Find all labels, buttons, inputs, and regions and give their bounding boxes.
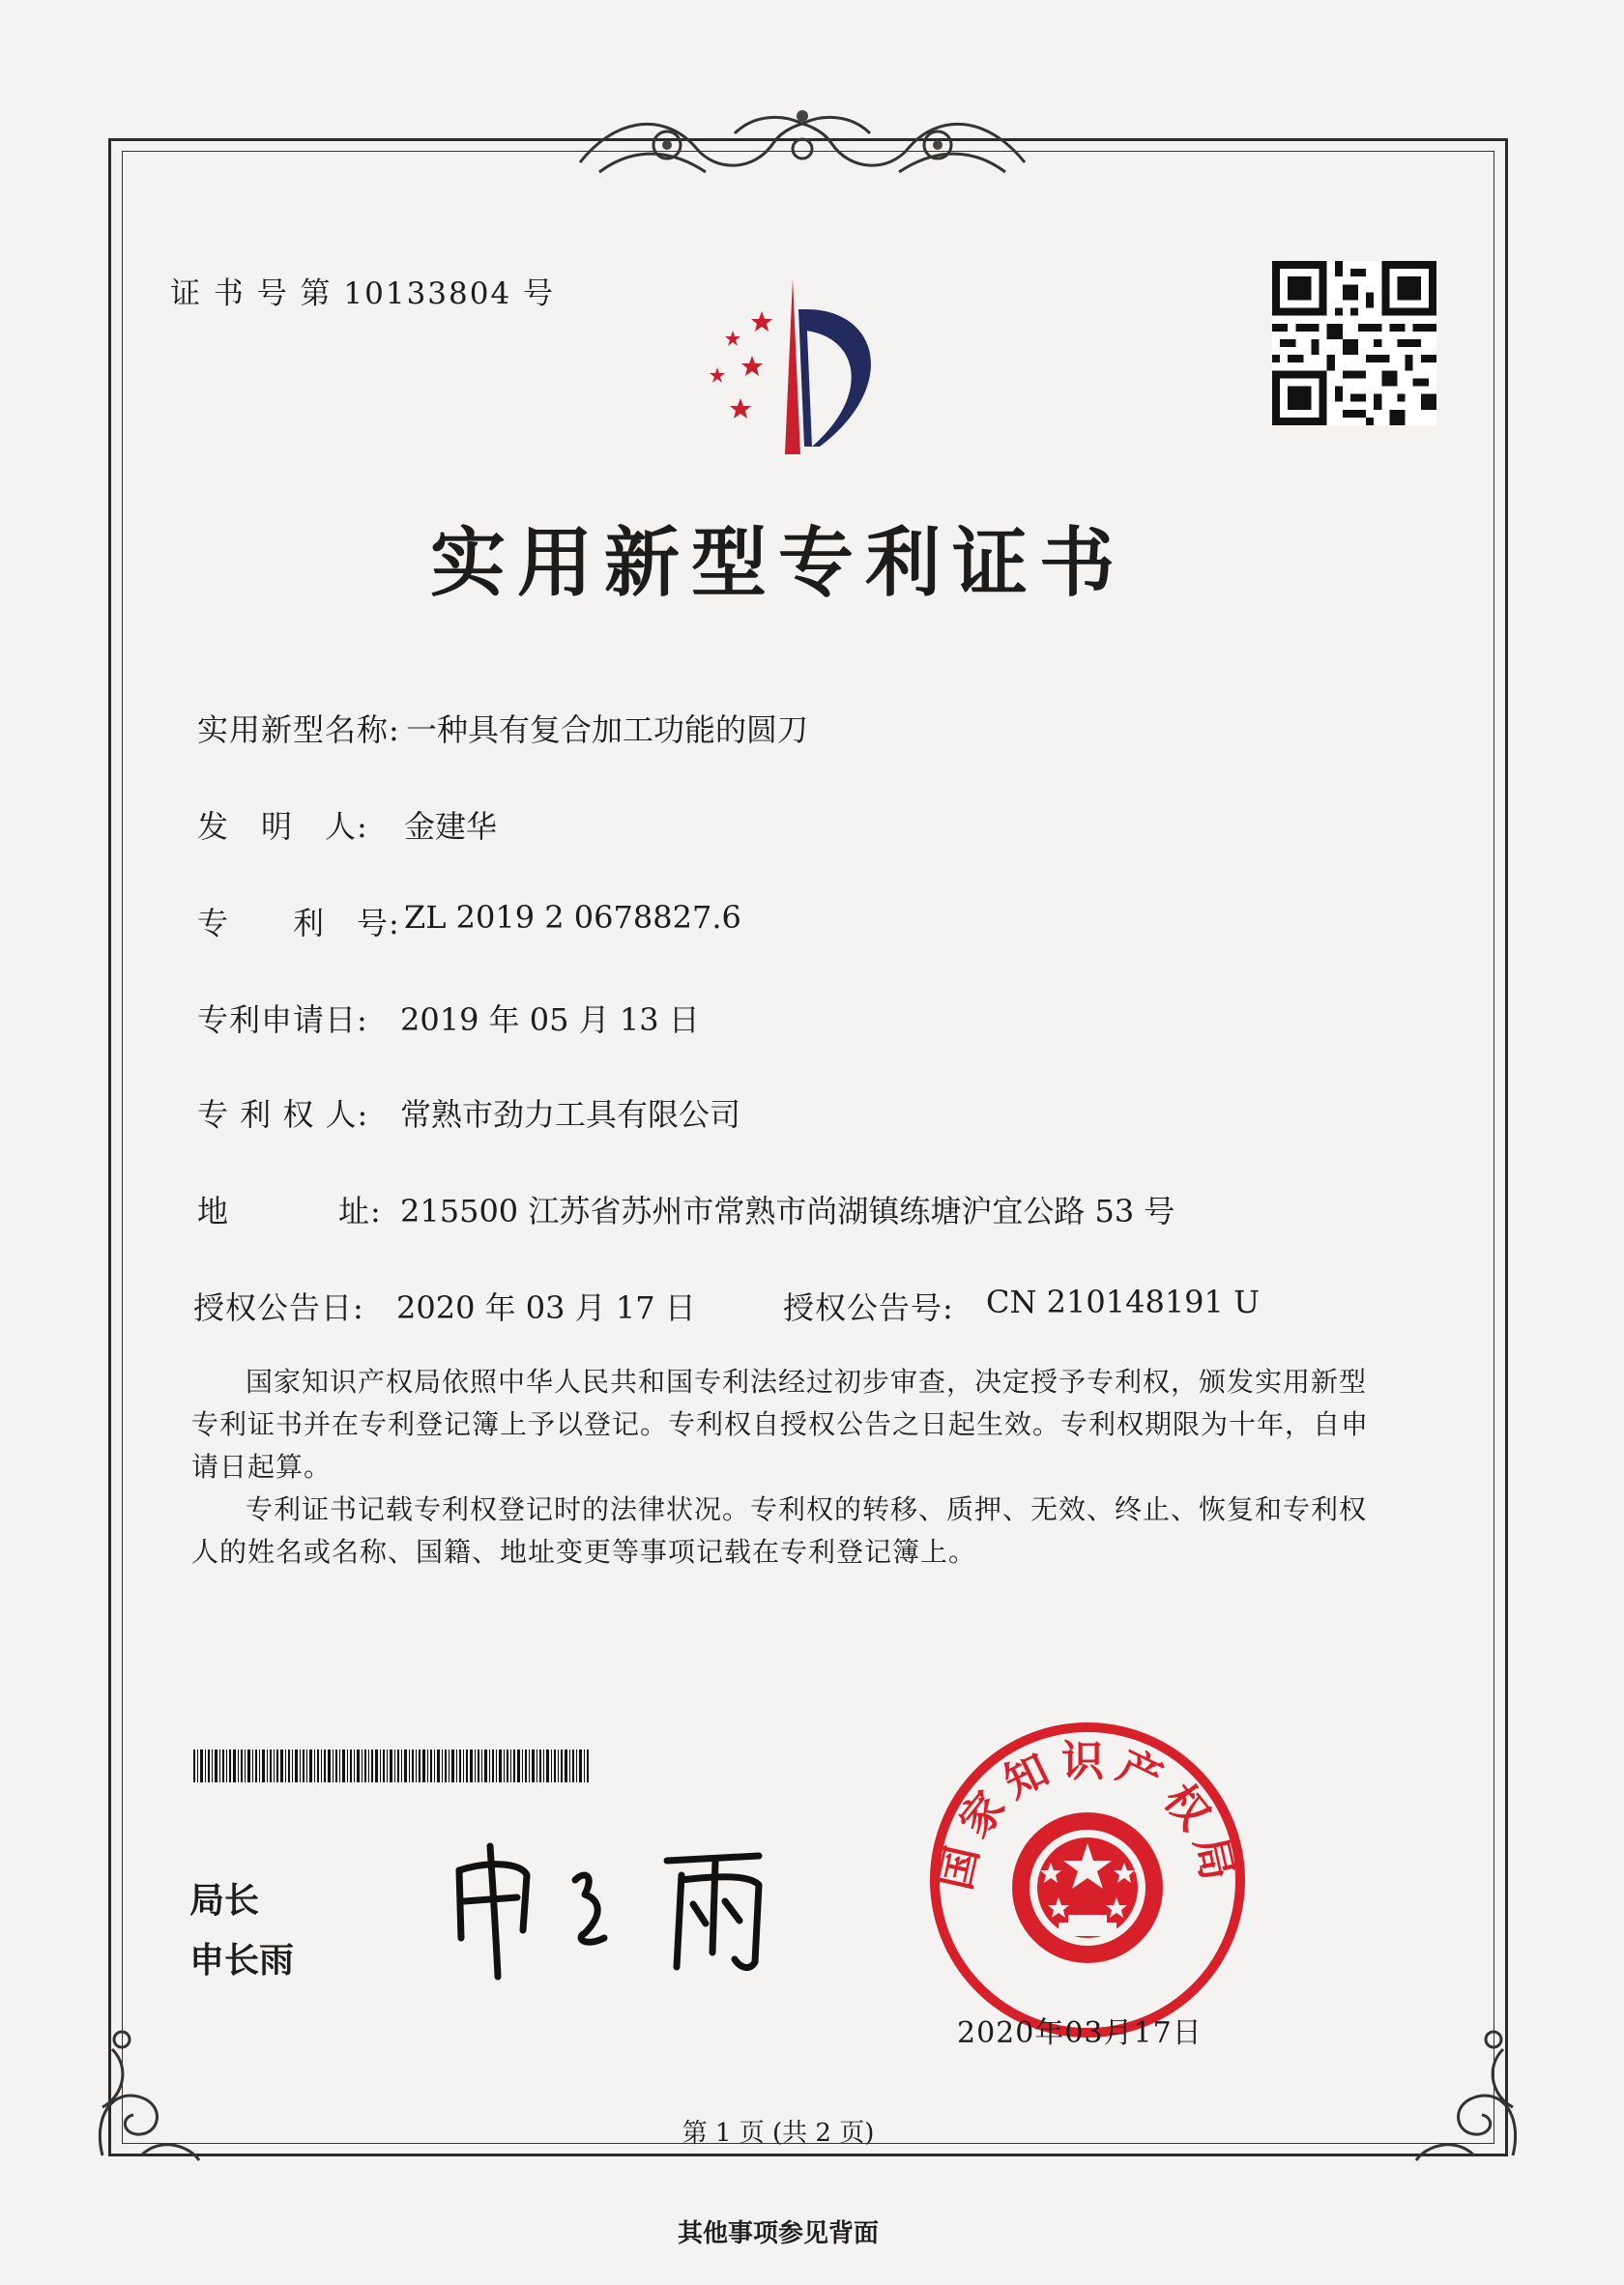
statement-block (191, 1361, 1390, 1574)
director-name: 申长雨 (189, 1940, 295, 1981)
filing-date-value: 2019 年 05 月 13 日 (400, 1001, 700, 1038)
inventor-value: 金建华 (404, 808, 498, 845)
page-title: 实用新型专利证书 (429, 519, 1126, 607)
address-label-first: 地 (197, 1193, 230, 1229)
cnipa-logo-icon (677, 271, 928, 464)
statement-paragraph-2: 专利证书记载专利权登记时的法律状况。专利权的转移、质押、无效、终止、恢复和专利权人的姓名或名称、国籍、地址变更等事项记载在专利登记簿上。 (191, 1493, 1368, 1568)
official-seal-icon (923, 1716, 1252, 2044)
patentee-value: 常熟市劲力工具有限公司 (400, 1096, 741, 1133)
certificate-number: 证 书 号 第 10133804 号 (170, 276, 556, 311)
seal-text: 国家知识产权局 (930, 1737, 1245, 1895)
patentee-label: 专 利 权 人: (197, 1096, 369, 1133)
filing-date-label: 专利申请日: (197, 1001, 368, 1038)
page-number: 第 1 页 (共 2 页) (682, 2119, 875, 2148)
patent-no-value: ZL 2019 2 0678827.6 (404, 899, 741, 936)
top-ornament-icon (561, 104, 1044, 197)
national-emblem-icon (1012, 1812, 1163, 1963)
statement-paragraph-1: 国家知识产权局依照中华人民共和国专利法经过初步审查，决定授予专利权，颁发实用新型专利证书并在专利登记簿上予以登记。专利权自授权公告之日起生效。专利权期限为十年，自申请日起算。 (191, 1366, 1370, 1483)
director-title: 局长 (189, 1880, 260, 1921)
name-value: 一种具有复合加工功能的圆刀 (406, 711, 809, 748)
qr-code-icon (1272, 261, 1436, 425)
grant-no-label: 授权公告号: (783, 1289, 954, 1326)
name-label: 实用新型名称: (197, 711, 400, 748)
address-value: 215500 江苏省苏州市常熟市尚湖镇练塘沪宜公路 53 号 (400, 1193, 1175, 1229)
inventor-label: 发 明 人: (197, 808, 368, 845)
address-label-second: 址: (338, 1193, 382, 1229)
barcode-icon (193, 1750, 590, 1782)
seal-date: 2020年03月17日 (957, 2016, 1203, 2050)
handwritten-signature-icon (440, 1841, 788, 1986)
grant-no-value: CN 210148191 U (986, 1284, 1261, 1320)
patent-no-label: 专 利 号: (197, 905, 400, 941)
grant-date-value: 2020 年 03 月 17 日 (396, 1289, 696, 1326)
grant-date-label: 授权公告日: (193, 1289, 364, 1326)
footer-note: 其他事项参见背面 (677, 2219, 879, 2248)
